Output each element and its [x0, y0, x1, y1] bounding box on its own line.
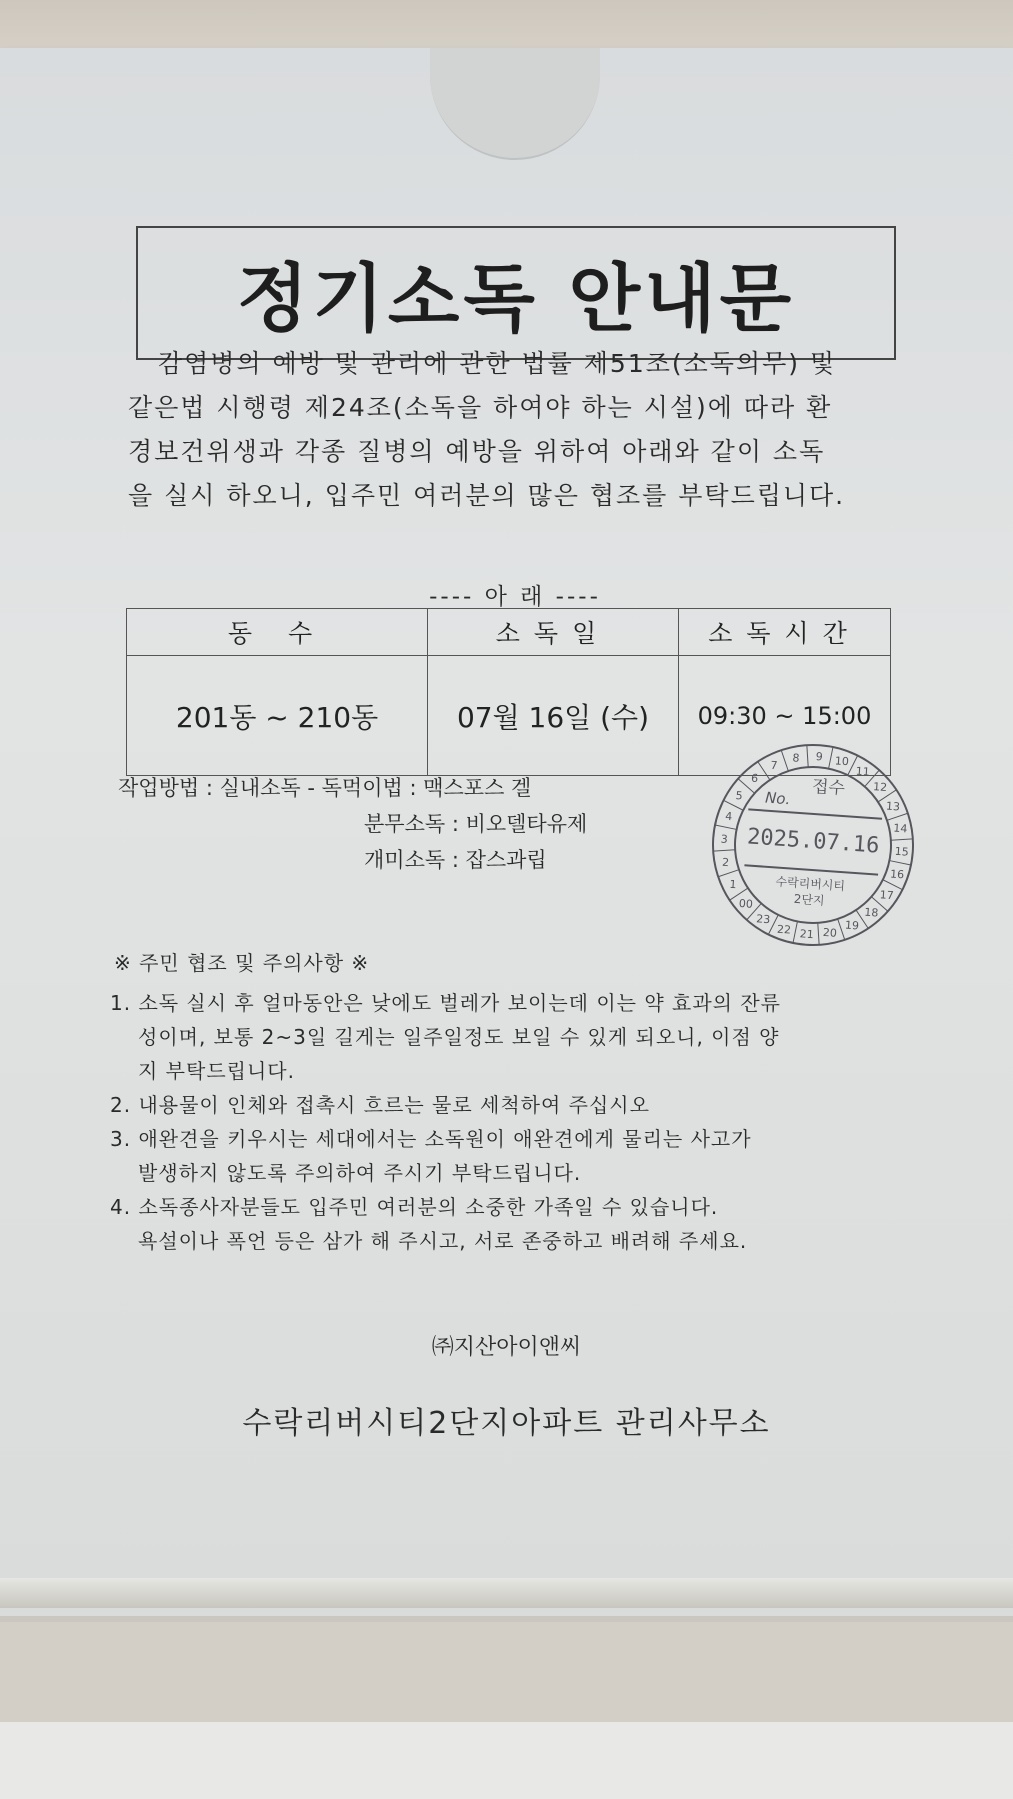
- stamp-hour-number: 11: [855, 764, 871, 779]
- stamp-hour-divider: [816, 923, 820, 945]
- intro-paragraph: [128, 342, 898, 518]
- stamp-hour-number: 7: [770, 758, 778, 773]
- stamp-hour-number: 20: [822, 925, 838, 940]
- below-label: ---- 아 래 ----: [429, 584, 601, 610]
- caution-section: [110, 946, 910, 1258]
- stamp-hour-number: 4: [724, 809, 733, 824]
- stamp-org: 수락리버시티: [775, 874, 846, 894]
- stamp-hour-number: 8: [792, 751, 800, 765]
- caution-heading: ※ 주민 협조 및 주의사항 ※: [114, 951, 370, 975]
- intro-line: 을 실시 하오니, 입주민 여러분의 많은 협조를 부탁드립니다.: [128, 481, 846, 510]
- stamp-no-label: No.: [764, 788, 791, 809]
- work-method: [118, 770, 678, 878]
- method-line: 개미소독 : 잡스과립: [364, 848, 547, 872]
- cell-date: 07월 16일 (수): [428, 656, 679, 776]
- stamp-hour-number: 18: [863, 905, 879, 920]
- stamp-hour-number: 2: [721, 855, 730, 870]
- company-name: ㈜지산아이앤씨: [431, 1335, 582, 1360]
- cell-buildings: 201동 ~ 210동: [127, 656, 428, 776]
- stamp-hour-number: 23: [755, 912, 771, 927]
- stamp-hour-divider: [793, 921, 797, 943]
- stamp-hour-number: 15: [894, 844, 910, 859]
- intro-line: 경보건위생과 각종 질병의 예방을 위하여 아래와 같이 소독: [128, 437, 826, 466]
- stamp-hour-number: 19: [844, 918, 860, 933]
- notice-title: 정기소독 안내문: [236, 256, 796, 342]
- management-office: 수락리버시티2단지아파트 관리사무소: [242, 1406, 771, 1441]
- stamp-hour-number: 17: [879, 888, 895, 903]
- stamp-rule: [748, 809, 882, 818]
- intro-line: 감염병의 예방 및 관리에 관한 법률 제51조(소독의무) 및: [158, 349, 837, 378]
- header-date: 소독일: [428, 609, 679, 656]
- caution-line: 성이며, 보통 2~3일 길게는 일주일정도 보일 수 있게 되오니, 이점 양: [138, 1025, 780, 1049]
- stamp-hour-divider: [715, 825, 737, 829]
- stamp-hour-divider: [718, 868, 739, 878]
- caution-line: 2. 내용물이 인체와 접촉시 흐르는 물로 세척하여 주십시오: [110, 1093, 650, 1117]
- stamp-received-label: 접수: [811, 776, 846, 800]
- caution-line: 4. 소독종사자분들도 입주민 여러분의 소중한 가족일 수 있습니다.: [110, 1195, 719, 1219]
- stamp-hour-number: 13: [885, 799, 901, 814]
- stamp-hour-divider: [713, 848, 735, 852]
- stamp-hour-number: 16: [889, 867, 905, 882]
- cell-time: 09:30 ~ 15:00: [679, 656, 891, 776]
- caution-line: 3. 애완견을 키우시는 세대에서는 소독원이 애완견에게 물리는 사고가: [110, 1127, 752, 1151]
- stamp-hour-number: 3: [720, 832, 729, 847]
- stamp-org: 2단지: [793, 891, 826, 908]
- received-stamp: [701, 733, 925, 957]
- title-box: [136, 226, 896, 360]
- stamp-hour-divider: [805, 745, 809, 767]
- caution-line: 욕설이나 폭언 등은 삼가 해 주시고, 서로 존중하고 배려해 주세요.: [138, 1229, 748, 1253]
- stamp-hour-number: 6: [750, 771, 759, 786]
- caution-line: 1. 소독 실시 후 얼마동안은 낮에도 벌레가 보이는데 이는 약 효과의 잔류: [110, 991, 781, 1015]
- header-time: 소독시간: [679, 609, 891, 656]
- schedule-header-row: [127, 609, 891, 656]
- stamp-hour-number: 00: [738, 896, 754, 911]
- stamp-hour-divider: [780, 750, 790, 771]
- stamp-hour-divider: [757, 762, 772, 780]
- method-line: 분무소독 : 비오델타유제: [364, 812, 588, 836]
- header-buildings: 동 수: [127, 609, 428, 656]
- stamp-hour-number: 14: [892, 821, 908, 836]
- stamp-hour-number: 9: [815, 749, 824, 764]
- intro-line: 같은법 시행령 제24조(소독을 하여야 하는 시설)에 따라 환: [128, 393, 833, 422]
- caution-line: 발생하지 않도록 주의하여 주시기 부탁드립니다.: [138, 1161, 582, 1185]
- stamp-hour-divider: [889, 861, 911, 865]
- stamp-hour-number: 12: [872, 780, 888, 795]
- stamp-hour-divider: [891, 837, 913, 841]
- stamp-hour-divider: [829, 747, 833, 769]
- stamp-hour-number: 1: [729, 877, 737, 892]
- stamp-hour-number: 21: [799, 927, 815, 942]
- stamp-hour-number: 22: [776, 922, 792, 937]
- stamp-hour-number: 10: [834, 754, 850, 769]
- stamp-hour-number: 5: [735, 789, 744, 803]
- stamp-date: 2025.07.16: [746, 824, 881, 859]
- method-line: 작업방법 : 실내소독 - 독먹이법 : 맥스포스 겔: [118, 776, 532, 800]
- caution-line: 지 부탁드립니다.: [138, 1059, 295, 1083]
- stamp-rule: [744, 865, 878, 874]
